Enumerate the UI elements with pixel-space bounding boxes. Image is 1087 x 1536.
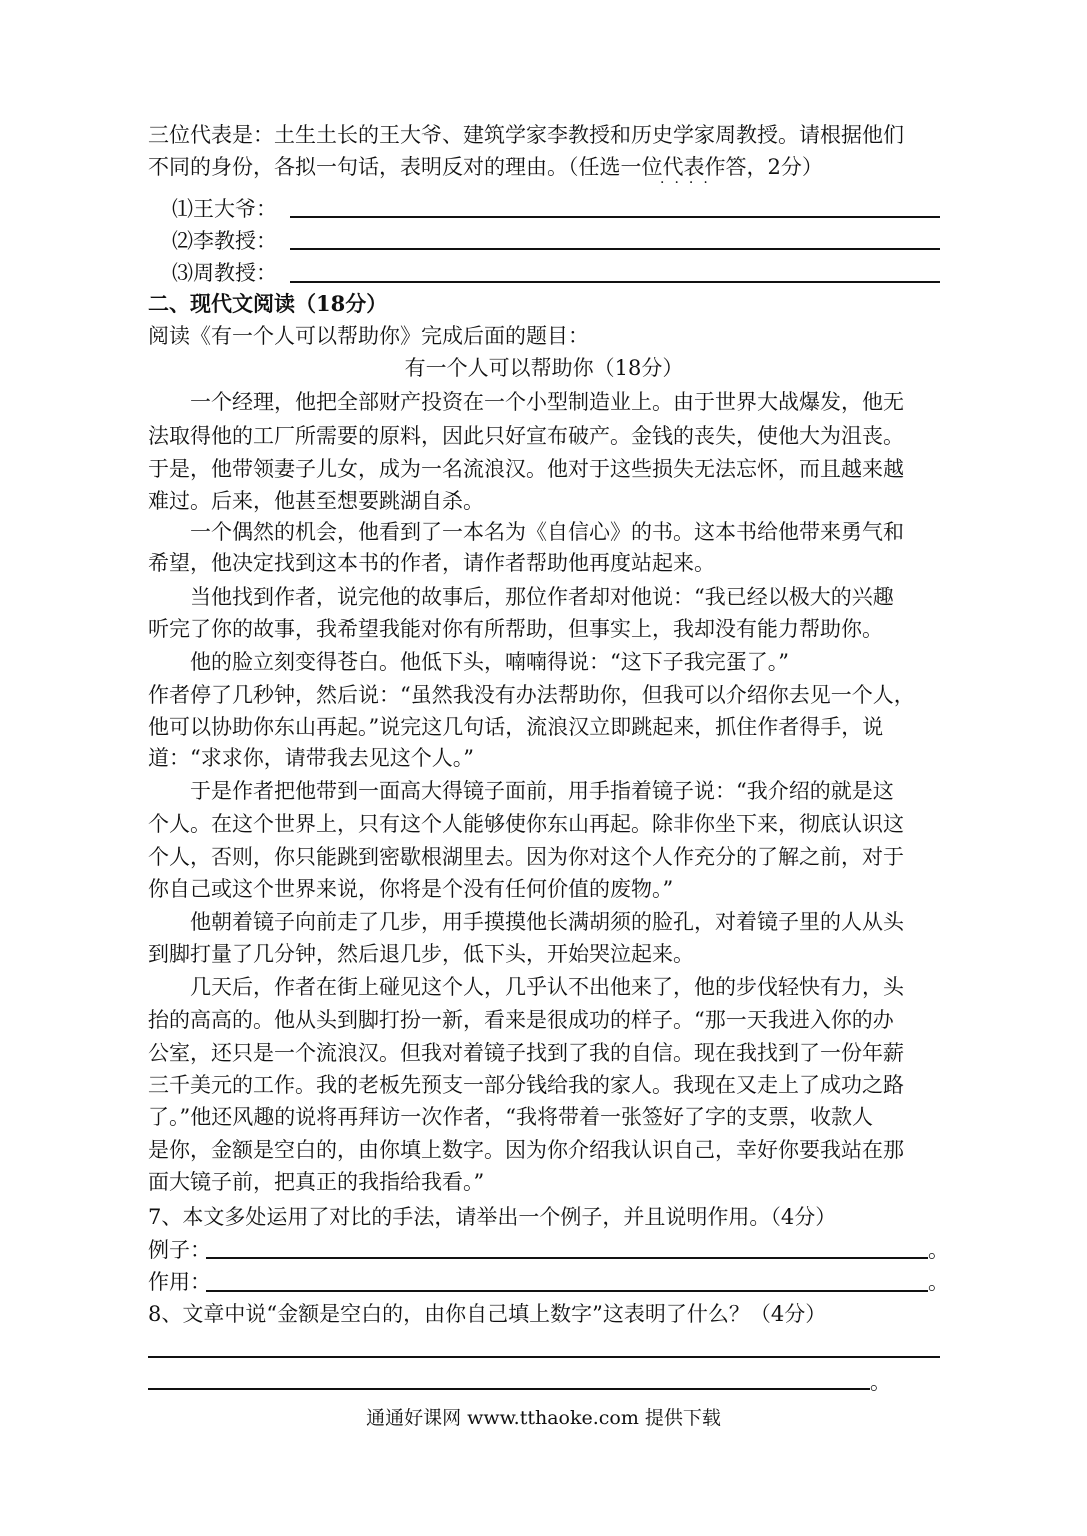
intro-line-2: 不同的身份，各拟一句话，表明反对的理由。（任选一位代表作答，2分） — [148, 155, 823, 179]
passage-line: 道：“求求你，请带我去见这个人。” — [148, 746, 474, 770]
passage-line: 他可以协助你东山再起。”说完这几句话，流浪汉立即跳起来，抓住作者得手，说 — [148, 715, 884, 739]
passage-line: 三千美元的工作。我的老板先预支一部分钱给我的家人。我现在又走上了成功之路 — [148, 1073, 904, 1097]
passage-line: 作者停了几秒钟，然后说：“虽然我没有办法帮助你，但我可以介绍你去见一个人， — [148, 683, 915, 707]
q7-effect-label: 作用： — [148, 1270, 211, 1294]
passage-line: 难过。后来，他甚至想要跳湖自杀。 — [148, 489, 484, 513]
q8-end: 。 — [870, 1370, 891, 1394]
answer-label-li: ⑵李教授： — [172, 229, 277, 253]
passage-line: 希望，他决定找到这本书的作者，请作者帮助他再度站起来。 — [148, 551, 715, 575]
passage-line: 听完了你的故事，我希望我能对你有所帮助，但事实上，我却没有能力帮助你。 — [148, 617, 883, 641]
q7-effect-end: 。 — [928, 1270, 949, 1294]
passage-line: 一个经理，他把全部财产投资在一个小型制造业上。由于世界大战爆发，他无 — [148, 390, 904, 414]
reading-instruction: 阅读《有一个人可以帮助你》完成后面的题目： — [148, 324, 589, 348]
passage-line: 个人，否则，你只能跳到密歇根湖里去。因为你对这个人作充分的了解之前，对于 — [148, 845, 904, 869]
passage-line: 于是作者把他带到一面高大得镜子面前，用手指着镜子说：“我介绍的就是这 — [148, 779, 894, 803]
passage-line: 了。”他还风趣的说将再拜访一次作者，“我将带着一张签好了字的支票，收款人 — [148, 1105, 873, 1129]
passage-line: 你自己或这个世界来说，你将是个没有任何价值的废物。” — [148, 877, 674, 901]
passage-line: 法取得他的工厂所需要的原料，因此只好宣布破产。金钱的丧失，使他大为沮丧。 — [148, 424, 904, 448]
q7-example-label: 例子： — [148, 1238, 211, 1262]
q8-answer-line-1[interactable] — [148, 1356, 940, 1358]
answer-line-zhou[interactable] — [290, 281, 940, 283]
passage-line: 面大镜子前，把真正的我指给我看。” — [148, 1170, 485, 1194]
emphasis-dots: ···· — [660, 175, 718, 191]
passage-line: 他朝着镜子向前走了几步，用手摸摸他长满胡须的脸孔，对着镜子里的人从头 — [148, 910, 904, 934]
section-heading: 二、现代文阅读（18分） — [148, 291, 388, 316]
answer-label-zhou: ⑶周教授： — [172, 261, 277, 285]
q7-example-line[interactable] — [206, 1257, 928, 1259]
question-8: 8、文章中说“金额是空白的，由你自己填上数字”这表明了什么？（4分） — [148, 1302, 827, 1326]
question-7: 7、本文多处运用了对比的手法，请举出一个例子，并且说明作用。（4分） — [148, 1205, 837, 1229]
answer-line-wang[interactable] — [290, 216, 940, 218]
q7-effect-line[interactable] — [206, 1290, 928, 1292]
passage-line: 是你，金额是空白的，由你填上数字。因为你介绍我认识自己，幸好你要我站在那 — [148, 1138, 904, 1162]
answer-line-li[interactable] — [290, 248, 940, 250]
passage-line: 到脚打量了几分钟，然后退几步，低下头，开始哭泣起来。 — [148, 942, 694, 966]
passage-line: 于是，他带领妻子儿女，成为一名流浪汉。他对于这些损失无法忘怀，而且越来越 — [148, 457, 904, 481]
passage-line: 当他找到作者，说完他的故事后，那位作者却对他说：“我已经以极大的兴趣 — [148, 585, 894, 609]
passage-line: 一个偶然的机会，他看到了一本名为《自信心》的书。这本书给他带来勇气和 — [148, 520, 904, 544]
page-footer: 通通好课网 www.tthaoke.com 提供下载 — [366, 1407, 721, 1429]
passage-title: 有一个人可以帮助你（18分） — [404, 356, 684, 380]
passage-line: 公室，还只是一个流浪汉。但我对着镜子找到了我的自信。现在我找到了一份年薪 — [148, 1041, 904, 1065]
answer-label-wang: ⑴王大爷： — [172, 197, 277, 221]
passage-line: 他的脸立刻变得苍白。他低下头，喃喃得说：“这下子我完蛋了。” — [148, 650, 789, 674]
q8-answer-line-2[interactable] — [148, 1388, 870, 1390]
intro-line-1: 三位代表是：土生土长的王大爷、建筑学家李教授和历史学家周教授。请根据他们 — [148, 123, 904, 147]
q7-example-end: 。 — [928, 1238, 949, 1262]
passage-line: 抬的高高的。他从头到脚打扮一新，看来是很成功的样子。“那一天我进入你的办 — [148, 1008, 894, 1032]
passage-line: 个人。在这个世界上，只有这个人能够使你东山再起。除非你坐下来，彻底认识这 — [148, 812, 904, 836]
passage-line: 几天后，作者在街上碰见这个人，几乎认不出他来了，他的步伐轻快有力，头 — [148, 975, 904, 999]
